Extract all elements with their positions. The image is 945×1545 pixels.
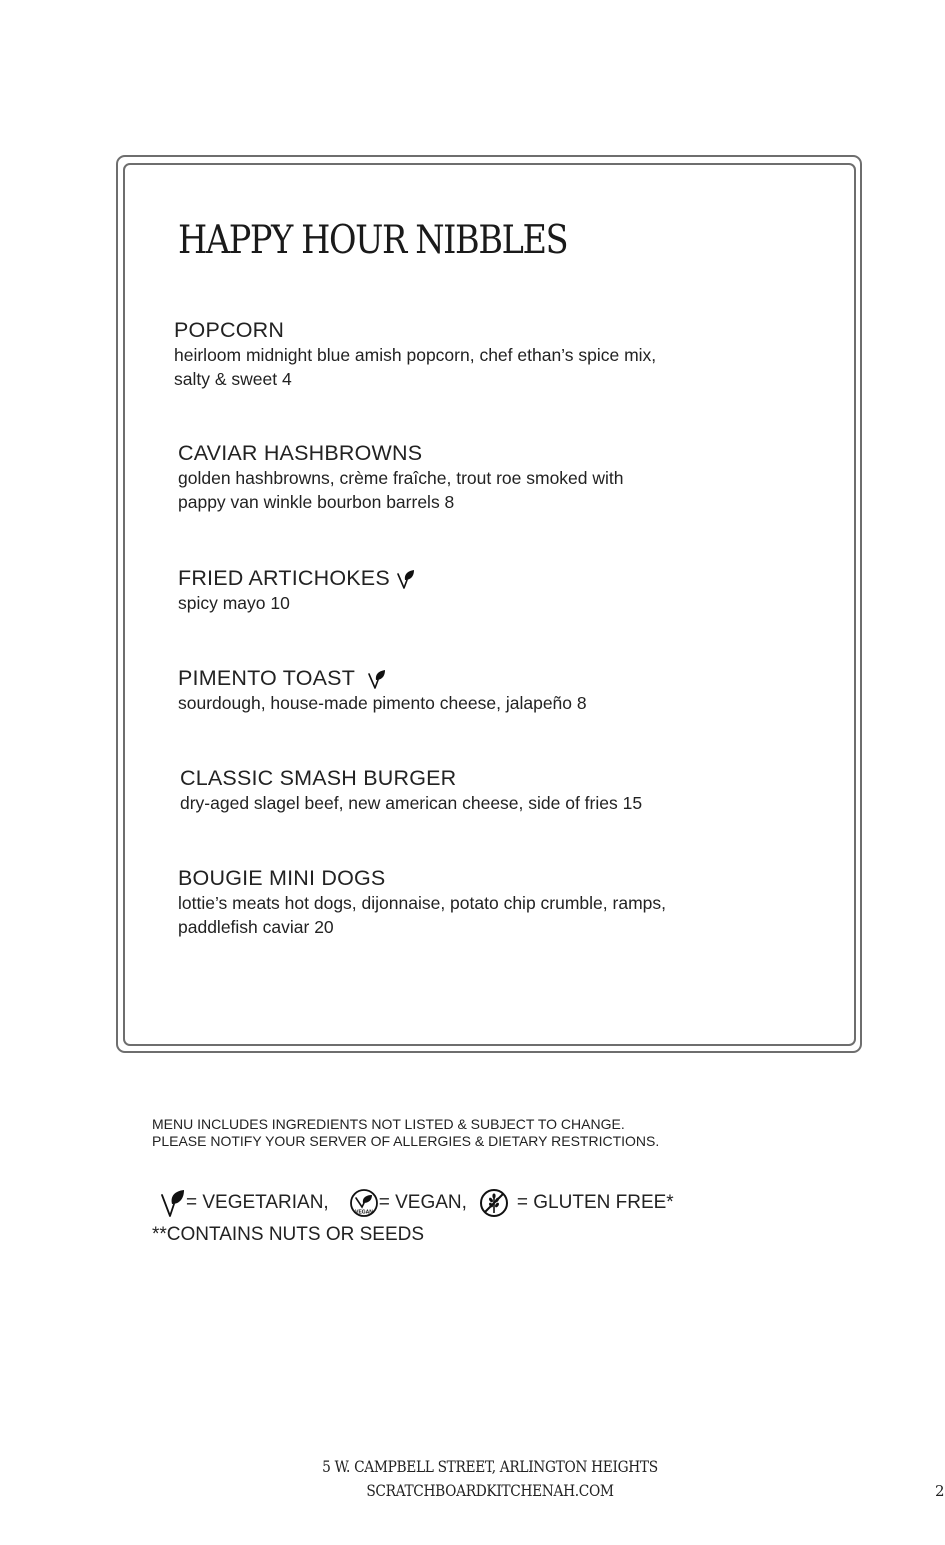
gluten-free-wheat-icon <box>479 1188 509 1218</box>
item-description: spicy mayo 10 <box>178 593 290 613</box>
item-description: dry-aged slagel beef, new american cheese, side of fries 15 <box>180 793 643 813</box>
item-name: FRIED ARTICHOKES <box>178 566 390 590</box>
vegan-badge-icon <box>349 1188 379 1218</box>
item-name-row <box>178 665 587 692</box>
legend-gluten-free-label: = GLUTEN FREE* <box>516 1192 674 1213</box>
menu-item-popcorn <box>174 317 656 391</box>
item-name: CAVIAR HASHBROWNS <box>178 441 423 465</box>
item-name: PIMENTO TOAST <box>178 666 356 690</box>
item-name-row <box>178 565 416 592</box>
menu-item-classic-smash-burger <box>180 765 642 816</box>
legend-vegetarian <box>160 1188 329 1218</box>
page-number: 2 <box>935 1482 945 1500</box>
item-description: lottie’s meats hot dogs, dijonnaise, potato chip crumble, ramps, <box>178 893 666 913</box>
allergy-notice <box>152 1116 659 1150</box>
menu-title: HAPPY HOUR NIBBLES <box>178 218 568 263</box>
vegetarian-leaf-icon <box>160 1188 186 1218</box>
vegetarian-leaf-icon <box>396 568 416 590</box>
legend-gluten-free <box>479 1188 674 1218</box>
legend-vegan <box>349 1188 467 1218</box>
legend-vegetarian-label: = VEGETARIAN, <box>186 1192 329 1213</box>
menu-item-fried-artichokes <box>178 565 416 616</box>
vegan-badge-text: VEGAN <box>354 1209 373 1216</box>
item-description: salty & sweet 4 <box>174 368 292 389</box>
item-description: heirloom midnight blue amish popcorn, chef ethan’s spice mix, <box>174 345 657 365</box>
footer-website: SCRATCHBOARDKITCHENAH.COM <box>366 1481 614 1500</box>
item-name: CLASSIC SMASH BURGER <box>180 766 457 790</box>
item-description: pappy van winkle bourbon barrels 8 <box>178 491 455 512</box>
footer <box>0 1455 945 1503</box>
contains-nuts-note: **CONTAINS NUTS OR SEEDS <box>152 1224 425 1245</box>
item-description: sourdough, house-made pimento cheese, jalapeño 8 <box>178 693 587 713</box>
footer-address: 5 W. CAMPBELL STREET, ARLINGTON HEIGHTS <box>322 1457 658 1476</box>
legend-vegan-label: = VEGAN, <box>378 1192 467 1213</box>
item-description: paddlefish caviar 20 <box>178 916 334 937</box>
notice-line: MENU INCLUDES INGREDIENTS NOT LISTED & SUBJECT TO CHANGE. <box>152 1116 625 1132</box>
menu-item-caviar-hashbrowns <box>178 440 624 514</box>
menu-item-pimento-toast <box>178 665 587 716</box>
item-name: POPCORN <box>174 318 285 342</box>
dietary-legend <box>160 1186 674 1220</box>
notice-line: PLEASE NOTIFY YOUR SERVER OF ALLERGIES & DIETARY RESTRICTIONS. <box>152 1133 660 1149</box>
menu-item-bougie-mini-dogs <box>178 865 666 939</box>
item-description: golden hashbrowns, crème fraîche, trout roe smoked with <box>178 468 624 488</box>
item-name: BOUGIE MINI DOGS <box>178 866 386 890</box>
vegetarian-leaf-icon <box>367 668 387 690</box>
